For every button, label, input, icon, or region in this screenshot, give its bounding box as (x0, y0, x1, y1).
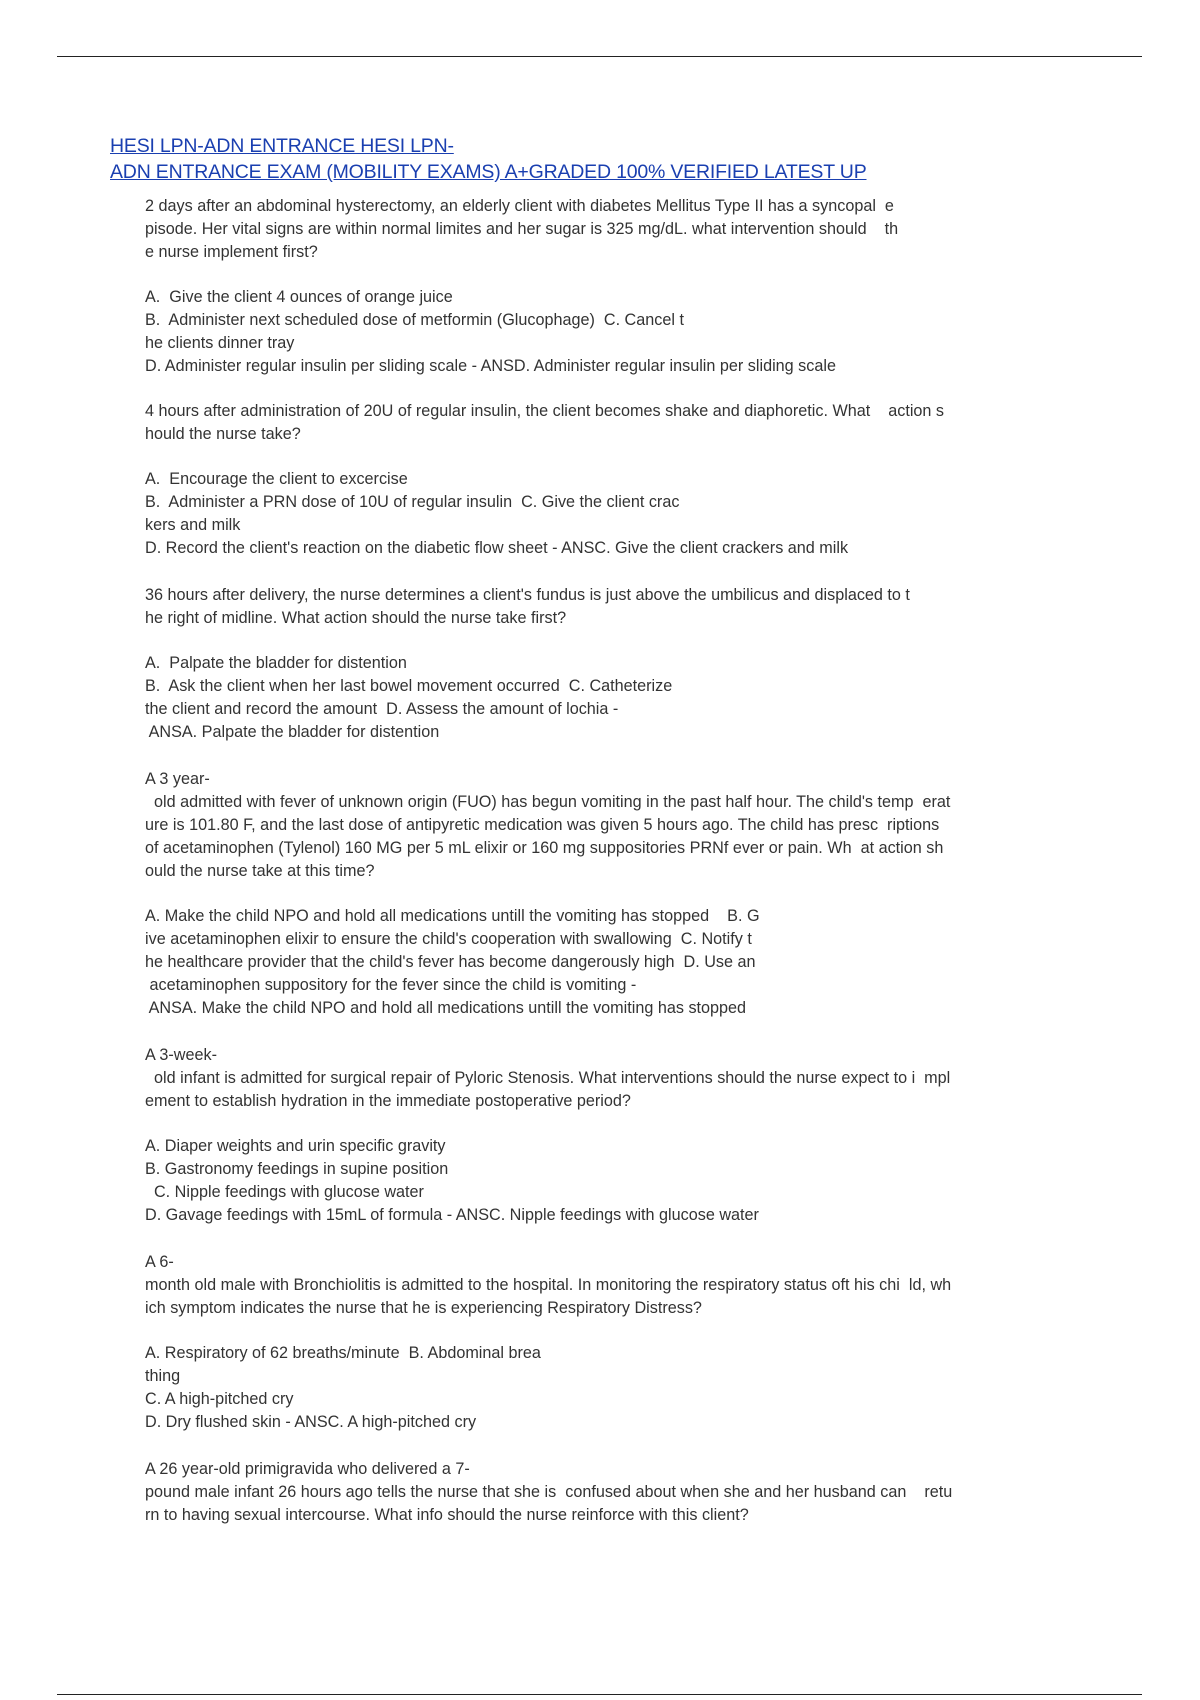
question-stem-line: ement to establish hydration in the immediate postoperative period? (145, 1092, 631, 1110)
question-stem-line: old admitted with fever of unknown origin (FUO) has begun vomiting in the past half hour. The child's temp erat (145, 793, 951, 811)
question-stem-line: pisode. Her vital signs are within normal limites and her sugar is 325 mg/dL. what intervention should th (145, 220, 899, 238)
title-link-line-1[interactable]: HESI LPN-ADN ENTRANCE HESI LPN- (110, 135, 454, 157)
question-stem-line: 4 hours after administration of 20U of regular insulin, the client becomes shake and diaphoretic. What action s (145, 402, 945, 420)
answer-option-line: D. Dry flushed skin - ANSC. A high-pitched cry (145, 1413, 477, 1431)
question-block (145, 1251, 1135, 1434)
question-stem-line: hould the nurse take? (145, 425, 301, 443)
question-stem-line: A 26 year-old primigravida who delivered a 7- (145, 1460, 470, 1478)
question-stem-line: of acetaminophen (Tylenol) 160 MG per 5 mL elixir or 160 mg suppositories PRNf ever or pain. Wh at action sh (145, 839, 944, 857)
answer-option-line: B. Ask the client when her last bowel movement occurred C. Catheterize (145, 677, 673, 695)
answer-option-line: ANSA. Make the child NPO and hold all medications untill the vomiting has stopped (145, 999, 747, 1017)
answer-option-line: A. Give the client 4 ounces of orange juice (145, 288, 453, 306)
answer-option-line: D. Administer regular insulin per sliding scale - ANSD. Administer regular insulin per sliding scale (145, 357, 836, 375)
question-stem-line: A 3-week- (145, 1046, 217, 1064)
answer-option-line: A. Respiratory of 62 breaths/minute B. Abdominal brea (145, 1344, 541, 1362)
question-stem-line: 2 days after an abdominal hysterectomy, an elderly client with diabetes Mellitus Type II has a syncopal e (145, 197, 894, 215)
question-block (145, 1458, 1135, 1527)
question-stem-line: old infant is admitted for surgical repair of Pyloric Stenosis. What interventions should the nurse expect to i mpl (145, 1069, 951, 1087)
answer-option-line: he clients dinner tray (145, 334, 295, 352)
answer-option-line: A. Diaper weights and urin specific gravity (145, 1137, 446, 1155)
question-block (145, 1044, 1135, 1227)
answer-option-line: A. Make the child NPO and hold all medications untill the vomiting has stopped B. G (145, 907, 760, 925)
question-stem-line: pound male infant 26 hours ago tells the nurse that she is confused about when she and her husband can retu (145, 1483, 953, 1501)
question-stem-line: ure is 101.80 F, and the last dose of antipyretic medication was given 5 hours ago. The child has presc riptions (145, 816, 940, 834)
answer-option-line: B. Gastronomy feedings in supine position (145, 1160, 449, 1178)
answer-option-line: thing (145, 1367, 181, 1385)
question-block (145, 195, 1135, 378)
question-stem-line: month old male with Bronchiolitis is admitted to the hospital. In monitoring the respiratory status oft his chi ld, wh (145, 1276, 952, 1294)
answer-option-line: B. Administer a PRN dose of 10U of regular insulin C. Give the client crac (145, 493, 680, 511)
answer-option-line: B. Administer next scheduled dose of metformin (Glucophage) C. Cancel t (145, 311, 684, 329)
answer-option-line: A. Palpate the bladder for distention (145, 654, 407, 672)
answer-option-line: the client and record the amount D. Assess the amount of lochia - (145, 700, 619, 718)
document-title (110, 133, 1110, 185)
answer-option-line: kers and milk (145, 516, 241, 534)
question-stem-line: 36 hours after delivery, the nurse determines a client's fundus is just above the umbilicus and displaced to t (145, 586, 910, 604)
question-stem-line: he right of midline. What action should the nurse take first? (145, 609, 567, 627)
question-block (145, 400, 1135, 560)
question-stem-line: e nurse implement first? (145, 243, 318, 261)
answer-option-line: he healthcare provider that the child's fever has become dangerously high D. Use an (145, 953, 756, 971)
answer-option-line: D. Gavage feedings with 15mL of formula - ANSC. Nipple feedings with glucose water (145, 1206, 759, 1224)
question-block (145, 768, 1135, 1020)
footer-rule (57, 1694, 1142, 1695)
header-rule (57, 56, 1142, 57)
answer-option-line: ANSA. Palpate the bladder for distention (145, 723, 440, 741)
answer-option-line: D. Record the client's reaction on the diabetic flow sheet - ANSC. Give the client crackers and milk (145, 539, 849, 557)
question-stem-line: A 3 year- (145, 770, 210, 788)
answer-option-line: A. Encourage the client to excercise (145, 470, 408, 488)
answer-option-line: ive acetaminophen elixir to ensure the child's cooperation with swallowing C. Notify t (145, 930, 752, 948)
answer-option-line: C. Nipple feedings with glucose water (145, 1183, 424, 1201)
question-stem-line: ich symptom indicates the nurse that he is experiencing Respiratory Distress? (145, 1299, 702, 1317)
document-body (145, 195, 1135, 1527)
answer-option-line: C. A high-pitched cry (145, 1390, 294, 1408)
question-block (145, 584, 1135, 744)
question-stem-line: rn to having sexual intercourse. What info should the nurse reinforce with this client? (145, 1506, 749, 1524)
title-link-line-2[interactable]: ADN ENTRANCE EXAM (MOBILITY EXAMS) A+GRADED 100% VERIFIED LATEST UP (110, 161, 867, 183)
question-stem-line: A 6- (145, 1253, 174, 1271)
question-stem-line: ould the nurse take at this time? (145, 862, 375, 880)
answer-option-line: acetaminophen suppository for the fever since the child is vomiting - (145, 976, 637, 994)
